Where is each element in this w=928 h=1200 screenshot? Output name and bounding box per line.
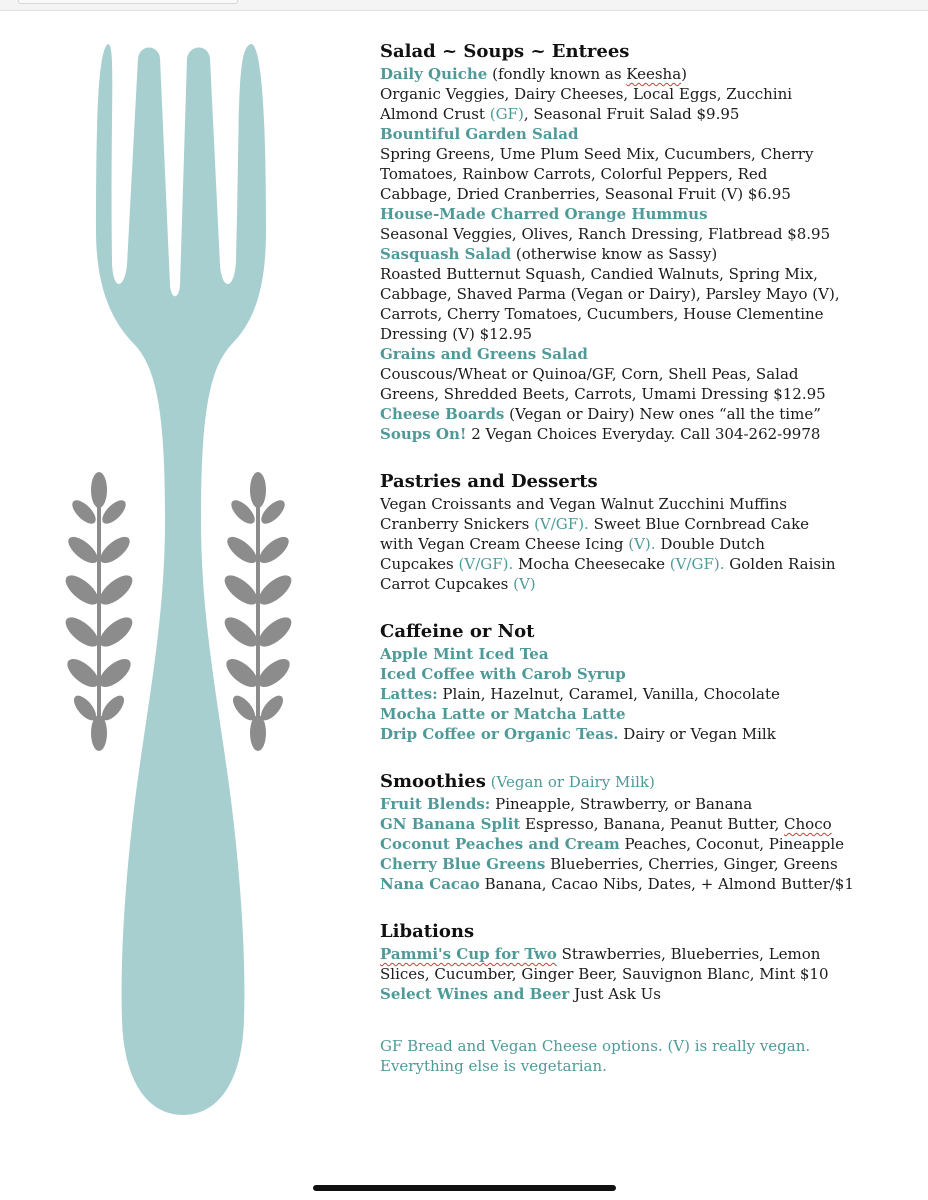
menu-item bbox=[380, 64, 900, 84]
footnote-line: GF Bread and Vegan Cheese options. (V) is really vegan. bbox=[380, 1037, 811, 1055]
desc-text: Almond Crust bbox=[380, 105, 490, 123]
item-description: Plain, Hazelnut, Caramel, Vanilla, Chocolate bbox=[437, 685, 780, 703]
section-heading bbox=[380, 770, 900, 794]
menu-item bbox=[380, 944, 900, 964]
diet-tag: (GF) bbox=[489, 105, 524, 123]
item-description: Vegan Croissants and Vegan Walnut Zucchini Muffins bbox=[380, 495, 787, 513]
menu-item bbox=[380, 874, 900, 894]
section-title: Smoothies bbox=[380, 771, 486, 792]
item-description: Espresso, Banana, Peanut Butter, bbox=[520, 815, 785, 833]
item-name: Daily Quiche bbox=[380, 65, 488, 83]
item-name: Iced Coffee with Carob Syrup bbox=[380, 665, 626, 683]
item-name: GN Banana Split bbox=[380, 815, 521, 833]
item-description: Carrots, Cherry Tomatoes, Cucumbers, House Clementine bbox=[380, 305, 824, 323]
item-description: Couscous/Wheat or Quinoa/GF, Corn, Shell Peas, Salad bbox=[380, 365, 799, 383]
item-name: Select Wines and Beer bbox=[380, 985, 570, 1003]
item-description: Blueberries, Cherries, Ginger, Greens bbox=[545, 855, 838, 873]
menu-item bbox=[380, 794, 900, 814]
item-description-word: Choco bbox=[784, 815, 832, 833]
desc-text: Sweet Blue Cornbread Cake bbox=[588, 515, 810, 533]
desc-text: Cupcakes bbox=[380, 555, 459, 573]
menu-item bbox=[380, 814, 900, 834]
item-description: Peaches, Coconut, Pineapple bbox=[619, 835, 845, 853]
item-name: Lattes: bbox=[380, 685, 438, 703]
item-note-word: Keesha bbox=[626, 65, 682, 83]
item-name: Coconut Peaches and Cream bbox=[380, 835, 620, 853]
item-description: Dressing (V) $12.95 bbox=[380, 325, 533, 343]
item-name: Cheese Boards bbox=[380, 405, 505, 423]
diet-tag: (V/GF). bbox=[458, 555, 514, 573]
menu-item bbox=[380, 854, 900, 874]
item-name: Fruit Blends: bbox=[380, 795, 491, 813]
item-description: Seasonal Veggies, Olives, Ranch Dressing, Flatbread $8.95 bbox=[380, 225, 831, 243]
menu-item bbox=[380, 684, 900, 704]
desc-text: Cranberry Snickers bbox=[380, 515, 535, 533]
section-title: Salad ~ Soups ~ Entrees bbox=[380, 41, 630, 62]
diet-tag: (V) bbox=[513, 575, 536, 593]
item-description: (Vegan or Dairy) New ones “all the time” bbox=[504, 405, 821, 423]
footnote bbox=[380, 1036, 900, 1076]
item-description bbox=[380, 104, 900, 124]
menu-item bbox=[380, 244, 900, 264]
item-note: (otherwise know as Sassy) bbox=[511, 245, 718, 263]
item-name: Mocha Latte or Matcha Latte bbox=[380, 705, 626, 723]
item-note: (fondly known as bbox=[487, 65, 627, 83]
item-description: Banana, Cacao Nibs, Dates, + Almond Butter/$1 bbox=[479, 875, 854, 893]
section-salad bbox=[380, 40, 900, 444]
home-indicator[interactable] bbox=[313, 1185, 616, 1191]
desc-text: Carrot Cupcakes bbox=[380, 575, 514, 593]
item-description: 2 Vegan Choices Everyday. Call 304-262-9978 bbox=[466, 425, 821, 443]
menu-content bbox=[380, 40, 900, 1076]
diet-tag: (V/GF). bbox=[534, 515, 589, 533]
section-pastries bbox=[380, 470, 900, 594]
item-description: Cabbage, Shaved Parma (Vegan or Dairy), Parsley Mayo (V), bbox=[380, 285, 840, 303]
item-description bbox=[380, 534, 900, 554]
illustration bbox=[0, 0, 360, 1200]
desc-text: Golden Raisin bbox=[724, 555, 836, 573]
item-description bbox=[380, 574, 900, 594]
item-name: Cherry Blue Greens bbox=[380, 855, 546, 873]
leaf-sprig-icon bbox=[220, 472, 296, 751]
item-name: Bountiful Garden Salad bbox=[380, 125, 579, 143]
menu-item bbox=[380, 404, 900, 424]
item-description: Tomatoes, Rainbow Carrots, Colorful Peppers, Red bbox=[380, 165, 768, 183]
item-description: Spring Greens, Ume Plum Seed Mix, Cucumbers, Cherry bbox=[380, 145, 814, 163]
desc-text: with Vegan Cream Cheese Icing bbox=[380, 535, 629, 553]
item-description: Just Ask Us bbox=[569, 985, 661, 1003]
footnote-line: Everything else is vegetarian. bbox=[380, 1057, 607, 1075]
section-libations bbox=[380, 920, 900, 1004]
item-description bbox=[380, 514, 900, 534]
item-description bbox=[380, 554, 900, 574]
item-name: Soups On! bbox=[380, 425, 467, 443]
desc-text: , Seasonal Fruit Salad $9.95 bbox=[523, 105, 740, 123]
item-description: Organic Veggies, Dairy Cheeses, Local Eggs, Zucchini bbox=[380, 85, 793, 103]
menu-item bbox=[380, 984, 900, 1004]
section-title: Libations bbox=[380, 921, 475, 942]
item-description: Strawberries, Blueberries, Lemon bbox=[556, 945, 821, 963]
menu-item bbox=[380, 724, 900, 744]
menu-item bbox=[380, 424, 900, 444]
section-title: Caffeine or Not bbox=[380, 621, 535, 642]
menu-item bbox=[380, 834, 900, 854]
item-name: Grains and Greens Salad bbox=[380, 345, 588, 363]
desc-text: Mocha Cheesecake bbox=[513, 555, 670, 573]
item-description: Roasted Butternut Squash, Candied Walnuts, Spring Mix, bbox=[380, 265, 818, 283]
item-name: Drip Coffee or Organic Teas. bbox=[380, 725, 619, 743]
item-name: Sasquash Salad bbox=[380, 245, 512, 263]
item-description: Greens, Shredded Beets, Carrots, Umami Dressing $12.95 bbox=[380, 385, 826, 403]
item-name: Apple Mint Iced Tea bbox=[380, 645, 549, 663]
section-caffeine bbox=[380, 620, 900, 744]
item-name: Nana Cacao bbox=[380, 875, 480, 893]
item-note-end: ) bbox=[681, 65, 688, 83]
diet-tag: (V/GF). bbox=[669, 555, 725, 573]
item-description: Dairy or Vegan Milk bbox=[618, 725, 776, 743]
item-description: Cabbage, Dried Cranberries, Seasonal Fruit (V) $6.95 bbox=[380, 185, 791, 203]
desc-text: Double Dutch bbox=[655, 535, 765, 553]
item-name: House-Made Charred Orange Hummus bbox=[380, 205, 708, 223]
item-description: Pineapple, Strawberry, or Banana bbox=[490, 795, 753, 813]
section-title: Pastries and Desserts bbox=[380, 471, 598, 492]
diet-tag: (V). bbox=[628, 535, 656, 553]
item-name: Pammi's Cup for Two bbox=[380, 945, 557, 963]
section-smoothies bbox=[380, 770, 900, 894]
item-description: Slices, Cucumber, Ginger Beer, Sauvignon Blanc, Mint $10 bbox=[380, 965, 829, 983]
leaf-sprig-icon bbox=[61, 472, 137, 751]
section-subtitle: (Vegan or Dairy Milk) bbox=[485, 773, 655, 791]
